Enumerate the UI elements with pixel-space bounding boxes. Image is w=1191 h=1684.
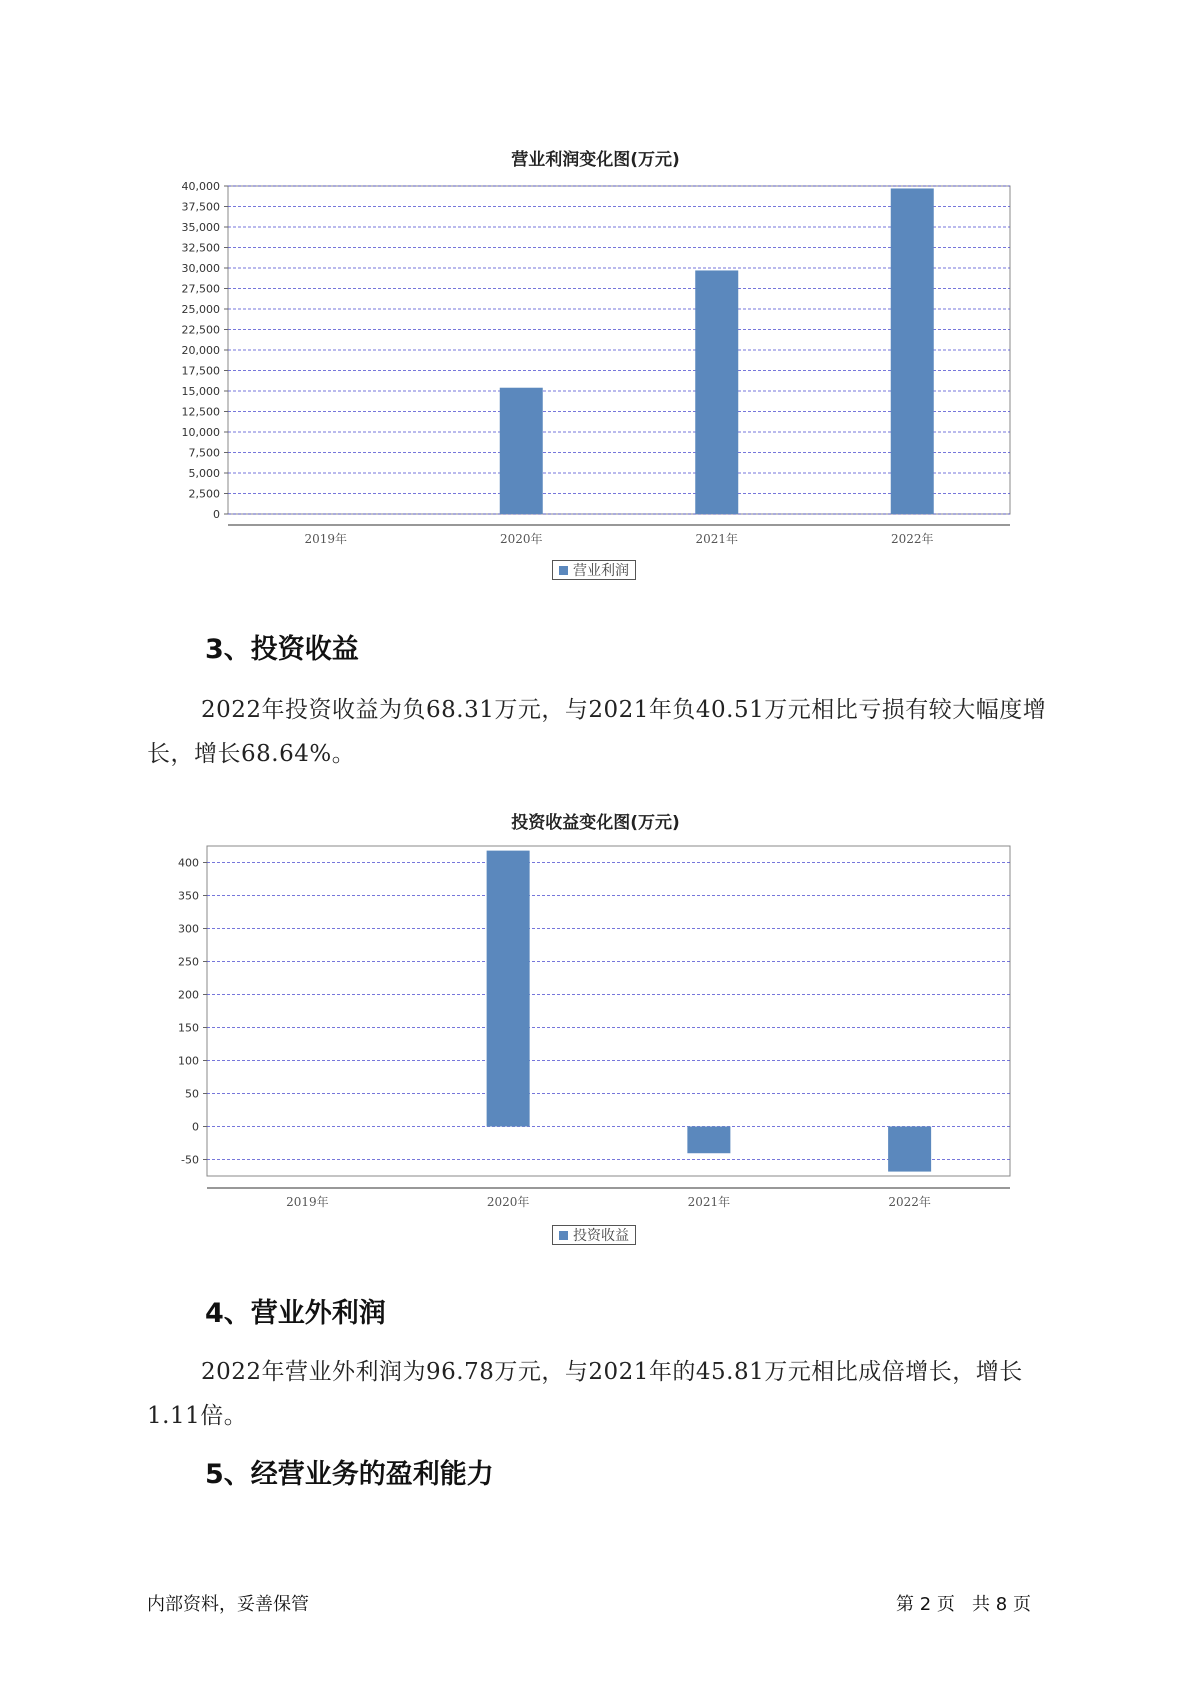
- section4-paragraph: 2022年营业外利润为96.78万元，与2021年的45.81万元相比成倍增长，增长1.11倍。: [147, 1359, 1023, 1429]
- chart2-ytick-label: 50: [185, 1087, 199, 1101]
- chart1-ytick-label: 15,000: [181, 385, 220, 398]
- chart2-title: 投资收益变化图(万元): [511, 813, 680, 833]
- chart1-ytick-label: 35,000: [181, 221, 220, 234]
- chart1-ytick-label: 20,000: [181, 344, 220, 357]
- chart1-ytick-label: 12,500: [181, 405, 220, 419]
- chart2-ytick-label: 100: [178, 1054, 199, 1068]
- chart2-xtick-label: 2020年: [486, 1195, 530, 1209]
- chart2-xtick-label: 2019年: [286, 1195, 329, 1209]
- chart1-legend-label: 营业利润: [573, 563, 629, 579]
- footer-page-number: 第 2 页 共 8 页: [896, 1594, 1031, 1615]
- section3-heading: 3、投资收益: [205, 634, 359, 665]
- chart1-ytick-label: 37,500: [181, 200, 220, 214]
- chart1-ytick-label: 32,500: [181, 241, 220, 255]
- chart2-ytick-label: 400: [178, 856, 199, 870]
- chart2-ytick-label: 0: [192, 1120, 199, 1134]
- chart2-ytick-label: 150: [178, 1021, 199, 1035]
- chart2-xtick-label: 2022年: [888, 1195, 931, 1209]
- chart2-ytick-label: 350: [178, 889, 199, 903]
- chart1-xtick-label: 2020年: [499, 532, 543, 546]
- chart2-legend: [552, 1225, 636, 1245]
- chart1-ytick-label: 0: [213, 508, 220, 521]
- chart1-ytick-label: 2,500: [188, 487, 220, 501]
- chart1-ytick-label: 27,500: [181, 282, 220, 296]
- legend-swatch: [559, 1231, 568, 1240]
- chart2-ytick-label: 300: [178, 922, 199, 936]
- chart2-ytick-label: 250: [178, 955, 199, 969]
- chart1-ytick-label: 7,500: [188, 446, 220, 460]
- chart1-xtick-label: 2021年: [695, 532, 739, 546]
- section3-paragraph: 2022年投资收益为负68.31万元，与2021年负40.51万元相比亏损有较大幅度增长，增长68.64%。: [147, 697, 1047, 767]
- chart1-xtick-label: 2022年: [890, 532, 934, 546]
- chart1-ytick-label: 25,000: [181, 303, 220, 316]
- chart2-bar: [487, 851, 530, 1127]
- chart1-xtick-label: 2019年: [304, 532, 348, 546]
- footer-left: 内部资料，妥善保管: [147, 1594, 309, 1615]
- chart1-ytick-label: 30,000: [181, 262, 220, 275]
- chart2-ytick-label: -50: [181, 1153, 199, 1167]
- chart2-ytick-label: 200: [178, 988, 199, 1002]
- chart1-ytick-label: 5,000: [188, 467, 220, 480]
- chart1-ytick-label: 10,000: [181, 426, 220, 439]
- chart1-ytick-label: 17,500: [181, 364, 220, 378]
- chart2-bar: [687, 1127, 730, 1154]
- chart2-legend-label: 投资收益: [573, 1228, 629, 1244]
- chart1-title: 营业利润变化图(万元): [511, 150, 680, 170]
- chart1-ytick-label: 40,000: [181, 180, 220, 193]
- section4-heading: 4、营业外利润: [205, 1298, 386, 1329]
- section5-heading: 5、经营业务的盈利能力: [205, 1459, 494, 1490]
- chart1-ytick-label: 22,500: [181, 323, 220, 337]
- chart2-bar: [888, 1127, 931, 1172]
- chart2-xtick-label: 2021年: [687, 1195, 731, 1209]
